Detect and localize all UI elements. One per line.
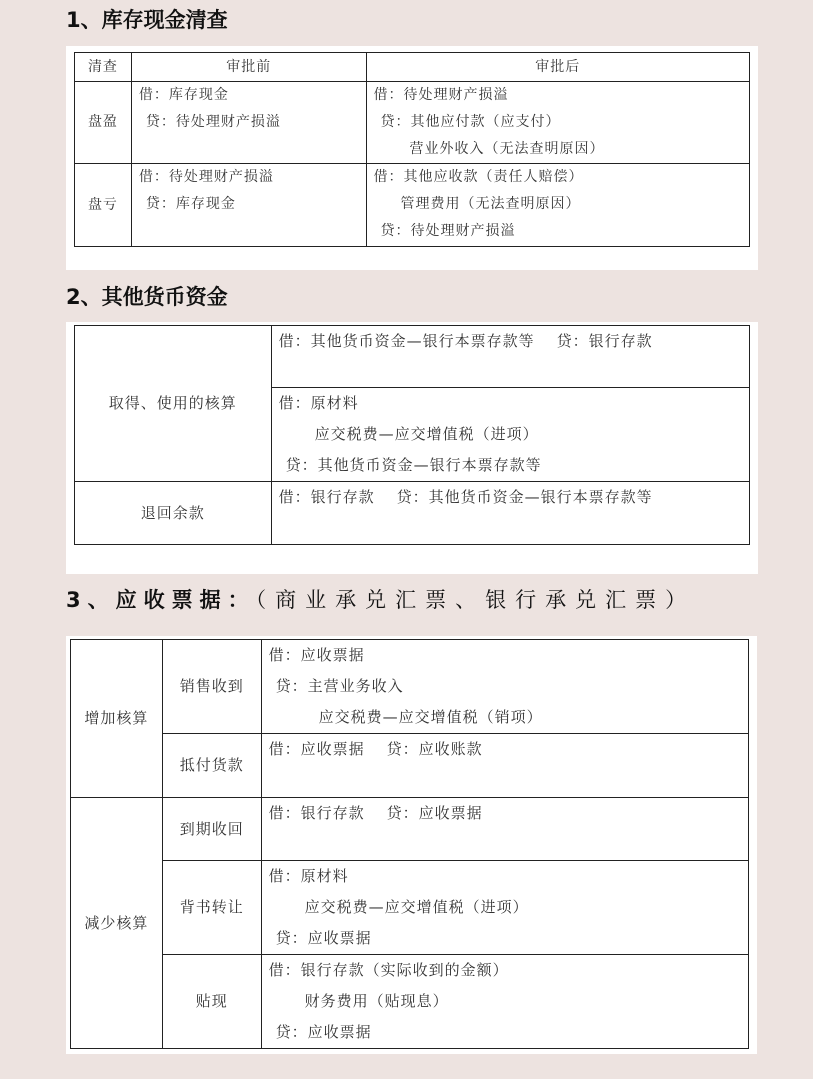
entry-line: 贷：应收票据 — [275, 1023, 372, 1041]
item-label-text: 销售收到 — [179, 677, 244, 695]
item-label-sales-received — [162, 640, 261, 734]
use-entry-cell — [271, 388, 749, 482]
item-label-discount — [162, 955, 261, 1049]
table-row-acquire-use — [75, 326, 750, 388]
cash-inventory-table — [74, 52, 750, 247]
surplus-before-cell — [131, 82, 366, 164]
group-label-decrease — [71, 798, 163, 1049]
entry-line: 贷：银行存款 — [556, 332, 653, 350]
other-monetary-funds-table — [74, 325, 750, 545]
entry-line: 财务费用（贴现息） — [304, 992, 449, 1010]
sales-received-entry — [261, 640, 748, 734]
surplus-after-cell — [366, 82, 749, 164]
table-header-row — [75, 53, 750, 82]
entry-line: 借：应收票据 — [268, 646, 365, 664]
entry-line: 贷：应收票据 — [386, 804, 483, 822]
entry-line: 应交税费—应交增值税（进项） — [314, 425, 539, 443]
group-label-increase — [71, 640, 163, 798]
header-check: 清查 — [75, 53, 132, 82]
item-label-text: 贴现 — [195, 992, 228, 1010]
entry-line: 借：原材料 — [278, 394, 359, 412]
row-label-shortage: 盘亏 — [75, 164, 132, 247]
item-label-offset-payment — [162, 734, 261, 798]
table-row-refund — [75, 482, 750, 545]
item-label-text: 背书转让 — [179, 898, 244, 916]
offset-payment-entry — [261, 734, 748, 798]
entry-line: 贷：其他货币资金—银行本票存款等 — [285, 456, 542, 474]
row-label-acquire-use: 取得、使用的核算 — [75, 326, 272, 482]
entry-line: 管理费用（无法查明原因） — [400, 196, 581, 212]
entry-line: 贷：主营业务收入 — [275, 677, 404, 695]
group-label-text: 增加核算 — [84, 709, 149, 727]
entry-line: 借：银行存款 — [268, 804, 365, 822]
entry-line: 借：原材料 — [268, 867, 349, 885]
endorsement-entry — [261, 861, 748, 955]
table-row-sales-received — [71, 640, 749, 734]
notes-receivable-table — [70, 639, 749, 1049]
maturity-entry — [261, 798, 748, 861]
table-row-endorsement — [71, 861, 749, 955]
section-1-heading: 1、库存现金清查 — [66, 8, 228, 32]
item-label-maturity — [162, 798, 261, 861]
group-label-text: 减少核算 — [84, 913, 149, 932]
header-after-approval: 审批后 — [366, 53, 749, 82]
entry-line: 贷：应收票据 — [275, 929, 372, 947]
section-3-title-bold: 3、应收票据： — [66, 588, 256, 612]
table-row-maturity — [71, 798, 749, 861]
shortage-after-cell — [366, 164, 749, 247]
entry-line: 营业外收入（无法查明原因） — [409, 141, 605, 157]
entry-line: 借：其他应收款（责任人赔偿） — [373, 169, 584, 185]
entry-line: 应交税费—应交增值税（进项） — [304, 898, 529, 916]
entry-line: 贷：待处理财产损溢 — [145, 114, 281, 130]
item-label-text: 到期收回 — [179, 819, 244, 838]
entry-line: 借：应收票据 — [268, 740, 365, 758]
row-label-surplus: 盘盈 — [75, 82, 132, 164]
entry-line: 贷：待处理财产损溢 — [380, 223, 516, 239]
table-row-offset-payment — [71, 734, 749, 798]
acquire-entry-cell — [271, 326, 749, 388]
row-label-refund: 退回余款 — [75, 482, 272, 545]
section-3-heading — [66, 590, 695, 611]
entry-line: 借：其他货币资金—银行本票存款等 — [278, 332, 535, 350]
item-label-text: 抵付货款 — [179, 756, 244, 774]
table-row-surplus — [75, 82, 750, 164]
entry-line: 借：待处理财产损溢 — [138, 169, 274, 185]
section-2-heading: 2、其他货币资金 — [66, 285, 228, 309]
entry-line: 贷：其他应付款（应支付） — [380, 114, 561, 130]
entry-line: 借：库存现金 — [138, 87, 229, 103]
table-row-discount — [71, 955, 749, 1049]
entry-line: 借：待处理财产损溢 — [373, 87, 509, 103]
entry-line: 贷：应收账款 — [386, 740, 483, 758]
table-row-shortage — [75, 164, 750, 247]
discount-entry — [261, 955, 748, 1049]
entry-line: 借：银行存款 — [278, 488, 375, 506]
entry-line: 应交税费—应交增值税（销项） — [318, 708, 543, 726]
item-label-endorsement — [162, 861, 261, 955]
entry-line: 借：银行存款（实际收到的金额） — [268, 961, 509, 979]
refund-entry-cell — [271, 482, 749, 545]
header-before-approval: 审批前 — [131, 53, 366, 82]
section-3-title-rest: （商业承兑汇票、银行承兑汇票） — [255, 588, 696, 612]
entry-line: 贷：库存现金 — [145, 196, 236, 212]
entry-line: 贷：其他货币资金—银行本票存款等 — [396, 488, 653, 506]
shortage-before-cell — [131, 164, 366, 247]
